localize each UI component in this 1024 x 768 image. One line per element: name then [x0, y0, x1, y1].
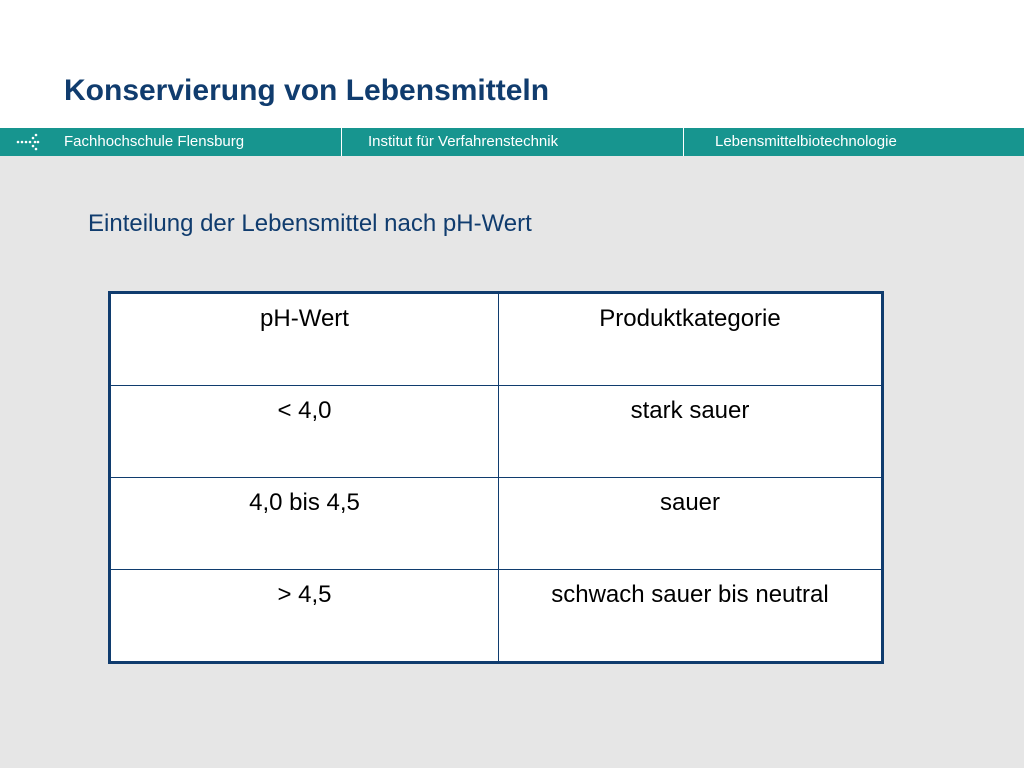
header-bar	[0, 128, 1024, 156]
bar-item-institute: Institut für Verfahrenstechnik	[368, 133, 559, 150]
bar-divider	[341, 128, 342, 156]
bar-item-department: Lebensmittelbiotechnologie	[715, 133, 897, 150]
table-cell-category: sauer	[499, 478, 883, 570]
table-cell-category: schwach sauer bis neutral	[499, 570, 883, 663]
title-area	[0, 0, 1024, 128]
bar-item-university: Fachhochschule Flensburg	[64, 133, 245, 150]
bar-divider	[683, 128, 684, 156]
table-header-row	[110, 293, 883, 386]
table-cell-ph: < 4,0	[110, 386, 499, 478]
table-header-ph: pH-Wert	[110, 293, 499, 386]
ph-table	[108, 291, 884, 664]
table-header-category: Produktkategorie	[499, 293, 883, 386]
slide-title: Konservierung von Lebensmitteln	[64, 74, 550, 107]
table-cell-ph: > 4,5	[110, 570, 499, 663]
table-cell-category: stark sauer	[499, 386, 883, 478]
arrow-dots-icon	[16, 132, 44, 152]
slide-subtitle: Einteilung der Lebensmittel nach pH-Wert	[88, 210, 532, 237]
table-row	[110, 478, 883, 570]
table-row	[110, 386, 883, 478]
table-row	[110, 570, 883, 663]
table-cell-ph: 4,0 bis 4,5	[110, 478, 499, 570]
